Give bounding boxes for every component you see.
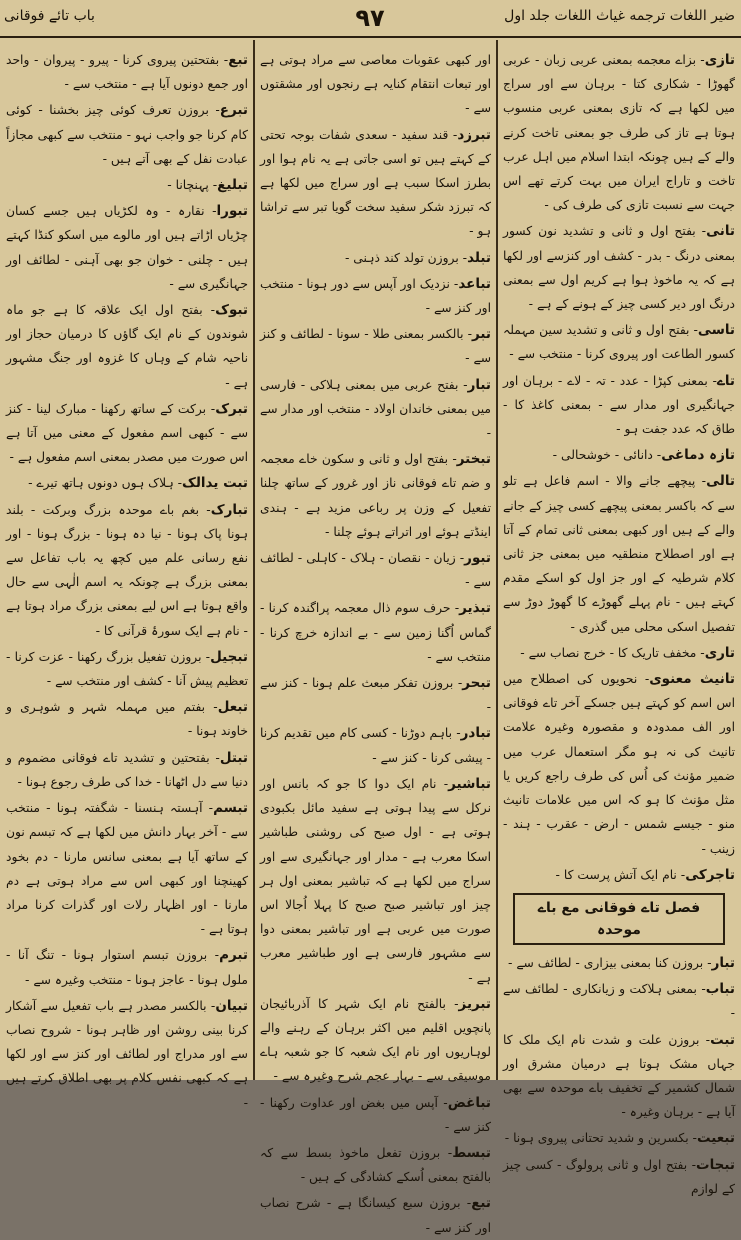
dictionary-entry (503, 977, 735, 1025)
entry-definition: - مخفف تاریک کا - خرج نصاب سے - (520, 645, 705, 660)
entry-headword: تبسط (452, 1144, 491, 1161)
entry-headword: تبادر (460, 725, 491, 742)
entry-headword: تبتل (219, 749, 248, 766)
entry-definition: - بفتح عربی میں بمعنی ہلاکی - فارسی میں بمعنی خاندان اولاد - منتخب اور مدار سے - (260, 377, 491, 441)
page-number: ٩٧ (355, 4, 385, 32)
entry-definition: - نقارہ - وہ لکڑیاں ہیں جسے کسان چڑیاں اڑاتے ہیں اور مالوے میں اسکو کنڈا کہتے ہیں - چلنی - خوان جو بھی آہنی - لطائف اور جہانگیری سے - (6, 204, 248, 291)
dictionary-entry (6, 397, 248, 470)
dictionary-entry (260, 373, 491, 446)
dictionary-entry (503, 48, 735, 217)
entry-definition: - بفتح اول و ثانی پرولوگ - کسی چیز کے لوازم (503, 1157, 735, 1196)
entry-definition: - بفتم میں مہملہ شہر و شوہری و خاوند ہونا - (6, 700, 248, 739)
entry-definition: - بفتحتین پیروی کرنا - پیرو - پیروان - واحد اور جمع دونوں آیا ہے - منتخب سے - (6, 53, 248, 92)
dictionary-entry (260, 772, 491, 990)
entry-definition: - پہنچانا - (167, 178, 218, 193)
entry-headword: تبت (710, 1031, 735, 1048)
column-middle (254, 44, 497, 1235)
entry-headword: تانیث معنوی (649, 671, 735, 688)
entry-headword: تبجات (696, 1156, 735, 1173)
entry-headword: تباعد (458, 275, 491, 292)
entry-definition: - بالکسر مصدر ہے باب تفعیل سے آشکار کرنا بینی روشن اور ظاہر ہونا - شروح نصاب سے اور مدراج اور لطائف اور کنز سے اور لکھا ہے کہ کبھی نفس کلام پر بھی اطلاق کرتے ہیں - (6, 998, 248, 1110)
entry-headword: تبار (711, 954, 735, 971)
entry-definition: - زیان - نقصان - ہلاک - کاہلی - لطائف سے - (260, 551, 491, 590)
entry-definition: - بالفتح نام ایک شہر کا آذربائیجان پانچویں اقلیم میں اکثر برہان کے رہنے والے لوہاریوں اور نام ایک شعبہ کا جو شعبہ ہاے موسیقی سے - بہار عجم شرح وغیرہ سے - (260, 996, 491, 1084)
entry-headword: تبیان (215, 997, 248, 1014)
entry-headword: تبت یدالک (182, 475, 248, 492)
entry-definition: - بروزن تفعیل بزرگ رکھنا - عزت کرنا - تعظیم پیش آنا - کشف اور منتخب سے - (6, 649, 248, 689)
entry-headword: تباشیر (448, 775, 491, 792)
entry-definition: - قند سفید - سعدی شفات بوجہ تحتی کے کہتے ہیں تو اسی جاتی ہے یہ نام ہوا اور بطرز اسکا سبب ہے اور سراج میں لکھا ہے کہ تبرزد شکر سفید سخت گویا تبر سے تراشا ہو - (260, 127, 491, 239)
dictionary-entry (6, 48, 248, 96)
dictionary-entry (260, 671, 491, 719)
entry-definition: - بروزن تبسم استوار ہونا - تنگ آنا - ملول ہونا - عاجز ہونا - منتخب وغیرہ سے - (6, 948, 248, 987)
entry-headword: تبور (464, 550, 491, 567)
entry-headword: تبلیغ (217, 177, 248, 194)
entry-definition: - نزدیک اور آپس سے دور ہونا - منتخب اور کنز سے - (260, 276, 491, 316)
dictionary-entry (503, 1126, 735, 1150)
entry-definition: - بروزن تفکر مبعث علم ہونا - کنز سے - (260, 676, 491, 715)
column-right (497, 44, 741, 1196)
entry-headword: تازی (704, 52, 735, 68)
entry-definition: - حرف سوم ذال معجمہ پراگندہ کرنا - گماس اُگنا زمین سے - بے اندازہ خرچ کرنا - منتخب سے - (260, 601, 491, 664)
dictionary-entry (503, 1028, 735, 1125)
section-heading: فصل تاے فوقانی مع باے موحدہ (513, 893, 725, 945)
entry-headword: تباب (705, 981, 735, 998)
entry-definition: - بفتحتین و تشدید تاے فوقانی مضموم و دنیا سے دل اٹھانا - خدا کی طرف رجوع ہونا - (6, 750, 248, 789)
dictionary-entry (260, 322, 491, 370)
page-header (0, 0, 741, 40)
dictionary-entry (6, 199, 248, 296)
entry-definition: - پیچھے جانے والا - اسم فاعل ہے تلو سے کہ باکسر بمعنی پیچھے کسی چیز کے جانے والے کے ہیں اور کبھی بمعنی ثانی تمام کے آتا ہے اور اصطلاح منطقیہ میں بمعنی جز ثانی کلام شرطیہ کے اور جز اول کو اسکے مقدم کہتے ہیں - نام پہلے گھوڑے کا گھوڑ دوڑ سے تفصیل اسکی محلی میں گذری - (503, 474, 735, 634)
dictionary-entry (503, 1153, 735, 1201)
entry-headword: تاجرکی (685, 866, 735, 883)
entry-headword: تبریز (458, 995, 491, 1012)
entry-definition: - باہم دوڑنا - کسی کام میں تقدیم کرنا - پیشی کرنا - کنز سے - (260, 726, 491, 765)
entry-definition: - ہلاک ہوں دونوں ہاتھ تیرے - (28, 476, 183, 491)
entry-definition: - بروزن علت و شدت نام ایک ملک کا جہاں مشک ہوتا ہے درمیان مشرق اور شمال کشمیر کے تخفیف باے موحدہ سے بھی آیا ہے - برہان وغیرہ - (503, 1032, 735, 1120)
dictionary-entry (260, 447, 491, 544)
dictionary-entry (260, 246, 491, 270)
header-rule (0, 36, 741, 38)
dictionary-entry (260, 992, 491, 1089)
dictionary-entry (503, 469, 735, 638)
entry-headword: تاے (716, 372, 735, 389)
entry-headword: تبسم (213, 800, 248, 817)
entry-headword: تبعل (217, 699, 248, 716)
entry-definition: - بمعنی ہلاکت و زیانکاری - لطائف سے - (503, 982, 735, 1021)
dictionary-entry (6, 645, 248, 693)
entry-headword: تباغض (447, 1094, 491, 1111)
entry-definition: - نام ایک دوا کا جو کہ بانس اور نرکل سے پیدا ہوتی ہے سفید مائل بکبودی ہوتی ہے - اول صبح کی روشنی طباشیر اسکا معرب ہے - مدار اور جہانگیری سے اور سراج میں لکھا ہے کہ تباشیر بمعنی اول ہر چیز اور تباشیر صبح صبح کا پہلا اُجالا اس صورت میں عربی ہے اور تباشیر بمعنی دوا سے مشہور فارسی ہے اور طباشیر معرب ہے - (260, 776, 491, 985)
entry-headword: تاسی (697, 322, 735, 339)
entry-definition: - بروزن تفعل ماخوذ بسط سے کہ بالفتح بمعنی اُسکے کشادگی کے ہیں - (260, 1145, 491, 1185)
entry-headword: تبرع (219, 102, 248, 119)
dictionary-entry (6, 943, 248, 991)
entry-headword: تبار (467, 376, 491, 393)
running-title-left: باب تائے فوقانی (4, 8, 95, 24)
dictionary-entry (260, 123, 491, 244)
entry-headword: تبر (472, 326, 491, 343)
dictionary-entry (503, 951, 735, 975)
entry-headword: تبارک (210, 501, 248, 518)
entry-definition: - آہستہ ہنسنا - شگفتہ ہونا - منتخب سے - آخر بہار دانش میں لکھا ہے کہ تبسم نون کے ساتھ آیا ہے بمعنی سانس مارنا - دم بخود کھینچنا اور کبھی اس سے مراد ہوتی ہے دم مارنا - اور اظہار رلات اور گذرات کرنا مراد ہوتا ہے - (6, 801, 248, 937)
entry-definition: - بروزن تعرف کوئی چیز بخشنا - کوئی کام کرنا جو واجب نہو - منتخب سے کبھی مجازاً عبادت نفل کے بھی آتے ہیں - (6, 103, 248, 166)
dictionary-entry (503, 667, 735, 861)
dictionary-entry (260, 596, 491, 669)
dictionary-entry (503, 219, 735, 316)
dictionary-entry (6, 471, 248, 495)
entry-headword: تبلد (467, 249, 491, 266)
entry-headword: تبذیر (459, 600, 491, 617)
dictionary-entry (503, 443, 735, 467)
entry-definition: - برکت کے ساتھ رکھنا - مبارک لینا - کنز سے - کبھی اسم مفعول کے معنی میں آتا ہے اس صورت میں مصدر بمعنی اسم مفعول ہے - (6, 401, 248, 465)
dictionary-entry (260, 48, 491, 121)
entry-definition: - نحویوں کی اصطلاح میں اس اسم کو کہتے ہیں جسکے آخر تاے فوقانی اور الف ممدودہ و مقصورہ وغیرہ علامت تانیث کی نہ ہو مگر استعمال عرب میں ضمیر مؤنث کی اُس کی طرف راجع کریں یا مثل مؤنث کا ہو کہ اس میں علامات تانیث منو - جیسے شمس - ارض - عقرب - ہند - زینب - (503, 672, 735, 856)
entry-headword: تبرم (219, 947, 248, 964)
entry-definition: - بروزن کنا بمعنی بیزاری - لطائف سے - (508, 955, 712, 970)
dictionary-entry (260, 272, 491, 320)
dictionary-entry (6, 695, 248, 743)
entry-headword: تبرزد (457, 126, 491, 143)
running-title-right: ضیر اللغات ترجمه غیاث اللغات جلد اول (504, 8, 735, 24)
dictionary-entry (6, 796, 248, 941)
dictionary-entry (6, 746, 248, 794)
dictionary-entry (6, 498, 248, 643)
dictionary-entry (6, 98, 248, 171)
entry-definition: - بکسرین و شدید تحتانی پیروی ہونا - (504, 1131, 697, 1146)
entry-definition: - بروزن سبع کیسانگا ہے - شرح نصاب اور کنز سے - (260, 1196, 491, 1235)
dictionary-entry (503, 369, 735, 442)
entry-definition: - بفتح اول و ثانی و تشدید نون کسور بمعنی درنگ - بدر - کشف اور کنزسے اور لکھا ہے کہ یہ ماخوذ ہوا ہے کریم اول سے بمعنی درنگ اور دیر کسی چیز کے ہونے کے ہے - (503, 224, 735, 312)
dictionary-entry (260, 1091, 491, 1139)
entry-definition: - بالکسر بمعنی طلا - سونا - لطائف و کنز سے - (260, 327, 491, 366)
dictionary-entry (260, 721, 491, 769)
entry-definition: - بغم باے موحدہ بزرگ وبرکت - بلند ہونا پاک ہونا - نیا دہ ہونا - بزرگ ہونا - اور نفع رسانی علم میں کچھ یہ باب تفاعل سے بمعنی بزرگ ہے چونکہ یہ اسم الٰہی سے حال واقع ہوتا ہے اس لیے بمعنی بزرگ مراد ہوتا ہے - نام ہے ایک سورۂ قرآنی کا - (6, 502, 248, 638)
entry-definition: - بروزن تولد کند ذہنی - (344, 250, 468, 265)
entry-headword: تبجیل (210, 648, 248, 665)
entry-headword: تانی (706, 223, 735, 240)
dictionary-entry (6, 994, 248, 1115)
entry-headword: تبوک (215, 302, 248, 319)
entry-headword: تبع (228, 52, 248, 68)
entry-headword: تازہ دماغی (661, 447, 735, 464)
entry-definition: اور کبھی عقوبات معاصی سے مراد ہوتی ہے اور تبعات انتقام کنایہ ہے رنجوں اور مشقتوں سے - (260, 53, 491, 116)
entry-definition: - بزاے معجمه بمعنی عربی زبان - عربی گھوڑا - شکاری کتا - برہان سے اور سراج میں لکھا ہے کہ تازی بمعنی عربی منسوب ہوتا ہے تاز کی طرف جو بمعنی تاخت کرنے والے کے ہیں چونکہ ابتدا اسلام میں اہل عرب تاخت و تاراج ایران میں بہت کرتے تھے اس جہت سے نسبت تازی کی طرف کی - (503, 53, 735, 213)
entry-headword: تبع (471, 1195, 491, 1212)
dictionary-entry (260, 1191, 491, 1239)
dictionary-entry (260, 1141, 491, 1189)
entry-headword: تاری (704, 644, 735, 661)
dictionary-entry (503, 641, 735, 665)
entry-headword: تبعیت (696, 1130, 735, 1147)
entry-definition: - بفتح اول و ثانی و سکون خاے معجمہ و ضم تاے فوقانی ناز اور غرور کے ساتھ چلنا تفعیل کے وزن پر رباعی مزید ہے - ہندی اینڈتے ہوئے اور اتراتے ہوئے چلنا - (260, 452, 491, 539)
dictionary-entry (6, 298, 248, 395)
entry-definition: - بمعنی کپڑا - عدد - تہ - لاے - برہان اور جہانگیری اور مدار سے - بمعنی کاغذ کا - طاق کہ عدد جفت ہو - (503, 373, 735, 437)
entry-headword: تالی (706, 473, 735, 490)
entry-headword: تبحر (462, 675, 491, 692)
entry-headword: تبورا (216, 203, 248, 220)
dictionary-entry (503, 318, 735, 366)
entry-definition: - بفتح اول و ثانی و تشدید سین مہملہ کسور الطاعت اور پیروی کرنا - منتخب سے - (503, 323, 735, 362)
dictionary-entry (260, 546, 491, 594)
entry-definition: - بفتح اول ایک علاقہ کا ہے جو ماہ شوندون کے نام ایک گاؤں کا درمیان حجاز اور ناحیہ شام کے وہاں کا غزوہ اور جنگ مشہور ہے - (6, 303, 248, 390)
column-left (0, 44, 254, 1110)
entry-headword: تبرک (215, 400, 248, 417)
entry-definition: - آپس میں بغض اور عداوت رکھنا - کنز سے - (260, 1095, 491, 1134)
entry-definition: - نام ایک آتش پرست کا - (555, 867, 686, 882)
entry-definition: - دانائی - خوشحالی - (552, 448, 662, 463)
entry-headword: تبختر (456, 451, 491, 468)
dictionary-entry (6, 173, 248, 197)
dictionary-entry (503, 863, 735, 887)
